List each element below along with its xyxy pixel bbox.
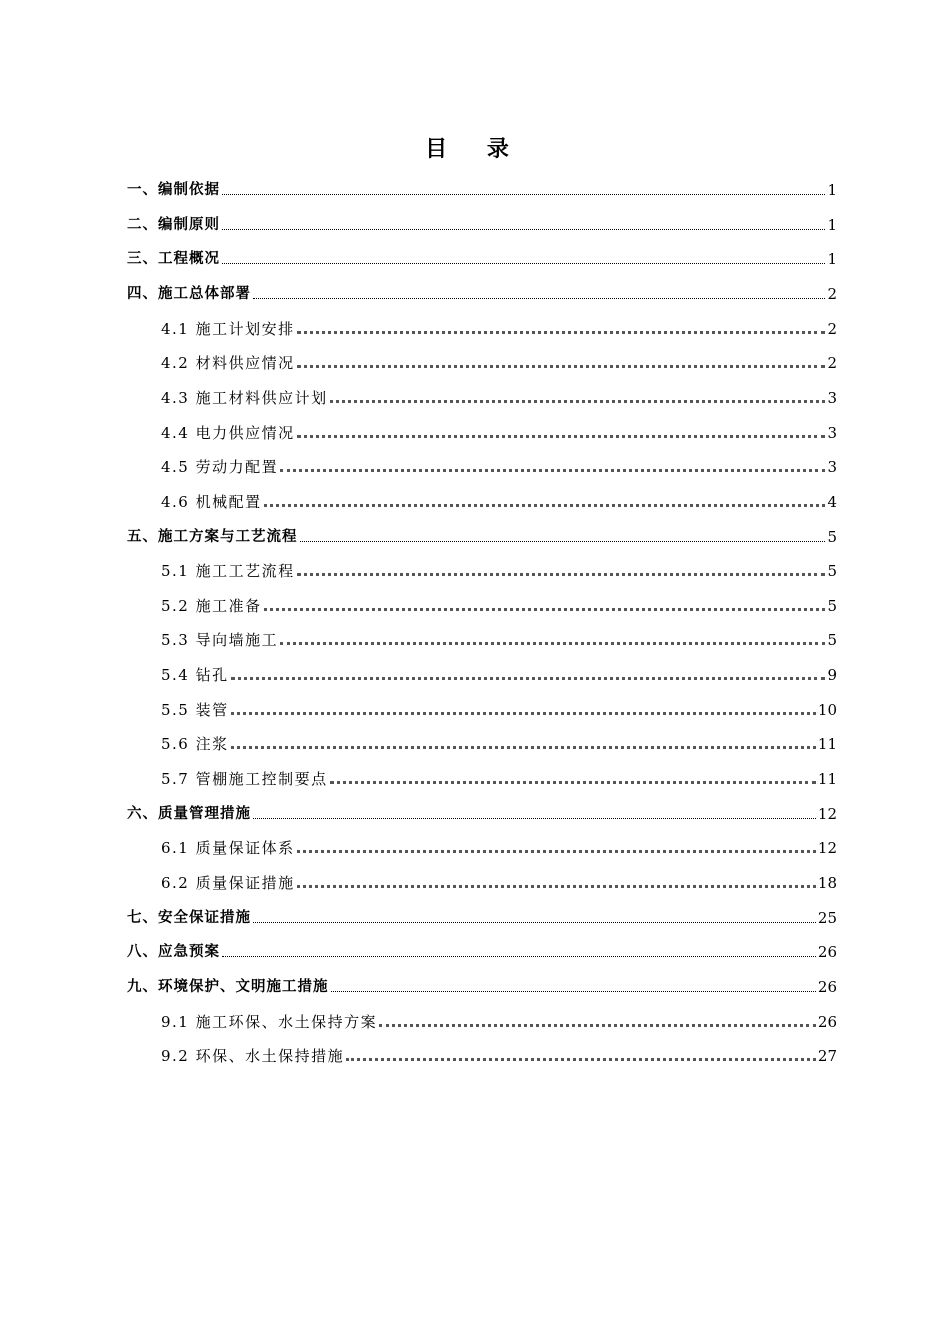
toc-entry[interactable] (161, 384, 837, 408)
toc-entry[interactable] (127, 973, 837, 997)
toc-entry-page-number: 12 (817, 804, 837, 823)
toc-entry-label: 六、质量管理措施 (127, 805, 251, 822)
toc-dot-leader (330, 781, 816, 784)
toc-entry-label: 5.6 注浆 (161, 735, 229, 754)
toc-dot-leader (331, 991, 816, 992)
toc-entry-page-number: 1 (827, 215, 837, 234)
toc-entry-page-number: 3 (827, 423, 837, 442)
toc-entry[interactable] (161, 834, 837, 858)
toc-entry[interactable] (127, 211, 837, 235)
toc-dot-leader (297, 331, 826, 334)
toc-entry[interactable] (161, 1042, 837, 1066)
toc-entry-label: 6.2 质量保证措施 (161, 874, 295, 892)
toc-entry-page-number: 5 (827, 562, 837, 581)
toc-entry[interactable] (127, 800, 837, 824)
toc-entry-page-number: 2 (827, 354, 837, 373)
toc-entry[interactable] (127, 904, 837, 928)
toc-entry-label: 4.4 电力供应情况 (161, 423, 295, 442)
toc-dot-leader (253, 818, 816, 819)
toc-entry-label: 4.5 劳动力配置 (161, 458, 279, 477)
toc-entry-label: 4.1 施工计划安排 (161, 319, 295, 338)
toc-entry-page-number: 26 (817, 977, 837, 996)
toc-entry[interactable] (127, 280, 837, 304)
toc-entry-label: 6.1 质量保证体系 (161, 839, 295, 858)
toc-entry[interactable] (161, 661, 837, 685)
toc-dot-leader (330, 400, 826, 403)
toc-dot-leader (297, 573, 826, 576)
toc-dot-leader (297, 435, 826, 438)
toc-entry-label: 5.2 施工准备 (161, 596, 262, 615)
toc-entry-label: 4.3 施工材料供应计划 (161, 388, 328, 407)
toc-entry-label: 五、施工方案与工艺流程 (127, 528, 298, 545)
toc-entry-page-number: 26 (817, 1012, 837, 1031)
toc-dot-leader (222, 229, 825, 230)
toc-entry-page-number: 1 (827, 250, 837, 269)
toc-entry-label: 八、应急预案 (127, 944, 220, 961)
toc-dot-leader (231, 677, 826, 680)
toc-entry-page-number: 5 (827, 527, 837, 546)
toc-entry-page-number: 10 (817, 700, 837, 719)
toc-entry-page-number: 26 (817, 943, 837, 962)
toc-entry-page-number: 5 (827, 596, 837, 615)
toc-entry-page-number: 25 (817, 908, 837, 927)
toc-entry[interactable] (161, 557, 837, 581)
toc-entry-label: 5.5 装管 (161, 700, 229, 719)
toc-entry-label: 9.2 环保、水土保持措施 (161, 1047, 345, 1066)
toc-dot-leader (280, 469, 825, 472)
toc-entry[interactable] (127, 523, 837, 547)
toc-entry-page-number: 2 (827, 319, 837, 338)
toc-entry-page-number: 11 (817, 770, 837, 789)
toc-dot-leader (231, 746, 816, 749)
toc-entry-page-number: 3 (827, 458, 837, 477)
toc-entry-label: 4.2 材料供应情况 (161, 354, 295, 373)
toc-entry[interactable] (161, 453, 837, 477)
toc-entry-label: 9.1 施工环保、水土保持方案 (161, 1012, 378, 1031)
toc-entry[interactable] (127, 176, 837, 200)
toc-entry-page-number: 3 (827, 388, 837, 407)
toc-dot-leader (264, 504, 826, 507)
toc-dot-leader (222, 194, 825, 195)
toc-entry[interactable] (161, 730, 837, 754)
toc-dot-leader (297, 850, 816, 853)
toc-entry-page-number: 4 (827, 492, 837, 511)
toc-entry-label: 一、编制依据 (127, 182, 220, 198)
toc-dot-leader (253, 298, 825, 299)
toc-entry[interactable] (161, 869, 837, 893)
toc-dot-leader (231, 712, 816, 715)
toc-entry-page-number: 5 (827, 631, 837, 650)
toc-entry[interactable] (161, 419, 837, 443)
toc-dot-leader (300, 541, 826, 542)
toc-entry-label: 5.7 管棚施工控制要点 (161, 770, 328, 789)
toc-dot-leader (297, 885, 816, 888)
toc-entry[interactable] (127, 938, 837, 962)
toc-entry[interactable] (161, 488, 837, 512)
toc-entry[interactable] (161, 592, 837, 616)
toc-entry[interactable] (161, 696, 837, 720)
toc-entry-page-number: 2 (827, 284, 837, 303)
toc-entry[interactable] (161, 765, 837, 789)
toc-entry-label: 5.3 导向墙施工 (161, 631, 279, 650)
toc-dot-leader (379, 1024, 816, 1027)
toc-title: 目 录 (425, 137, 525, 162)
toc-entry-page-number: 27 (817, 1047, 837, 1066)
toc-entry-page-number: 1 (827, 181, 837, 199)
toc-dot-leader (222, 263, 825, 264)
toc-dot-leader (222, 956, 816, 957)
toc-entry-label: 5.1 施工工艺流程 (161, 562, 295, 581)
toc-entry[interactable] (127, 245, 837, 269)
toc-dot-leader (280, 642, 825, 645)
toc-entry[interactable] (161, 315, 837, 339)
toc-dot-leader (253, 922, 816, 923)
toc-entry-label: 4.6 机械配置 (161, 492, 262, 511)
toc-entry-label: 四、施工总体部署 (127, 285, 251, 302)
toc-dot-leader (264, 608, 826, 611)
toc-entry-label: 七、安全保证措施 (127, 909, 251, 926)
toc-entry-page-number: 11 (817, 735, 837, 754)
toc-dot-leader (346, 1058, 816, 1061)
toc-entry-label: 三、工程概况 (127, 251, 220, 268)
toc-entry[interactable] (161, 349, 837, 373)
toc-entry-page-number: 9 (827, 666, 837, 685)
toc-entry-label: 5.4 钻孔 (161, 666, 229, 685)
toc-entry[interactable] (161, 626, 837, 650)
toc-entry-page-number: 12 (817, 839, 837, 858)
toc-entry[interactable] (161, 1008, 837, 1032)
toc-entry-page-number: 18 (817, 874, 837, 892)
toc-entry-label: 九、环境保护、文明施工措施 (127, 978, 329, 995)
toc-dot-leader (297, 365, 826, 368)
toc-entry-label: 二、编制原则 (127, 216, 220, 233)
